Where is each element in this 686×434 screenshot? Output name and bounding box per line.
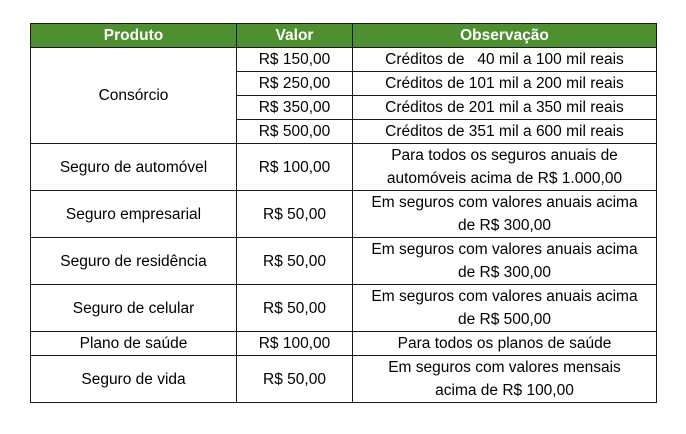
product-cell: Seguro de automóvel: [31, 144, 237, 191]
table-row: [31, 285, 657, 332]
header-product: Produto: [31, 24, 237, 48]
table-row: [31, 356, 657, 403]
table-row: [31, 332, 657, 356]
observation-cell: Para todos os planos de saúde: [353, 332, 657, 356]
value-cell: R$ 250,00: [237, 72, 353, 96]
observation-cell: Créditos de 40 mil a 100 mil reais: [353, 48, 657, 72]
product-cell: Seguro de celular: [31, 285, 237, 332]
observation-line: de R$ 300,00: [457, 264, 552, 281]
observation-cell: Créditos de 351 mil a 600 mil reais: [353, 120, 657, 144]
table-row: [31, 144, 657, 191]
value-cell: R$ 50,00: [237, 238, 353, 285]
value-cell: R$ 50,00: [237, 191, 353, 238]
observation-cell: Créditos de 201 mil a 350 mil reais: [353, 96, 657, 120]
observation-line: acima de R$ 100,00: [435, 382, 574, 399]
table-row: [31, 191, 657, 238]
table-header-row: [31, 24, 657, 48]
observation-cell: [353, 285, 657, 332]
value-cell: R$ 100,00: [237, 332, 353, 356]
value-cell: R$ 50,00: [237, 356, 353, 403]
value-cell: R$ 100,00: [237, 144, 353, 191]
observation-line: Em seguros com valores anuais acima: [371, 241, 638, 258]
observation-cell: [353, 238, 657, 285]
observation-line: Para todos os seguros anuais de: [391, 147, 618, 164]
observation-line: Em seguros com valores anuais acima: [371, 288, 638, 305]
table-row: [31, 48, 657, 72]
observation-line: de R$ 300,00: [457, 217, 552, 234]
value-cell: R$ 50,00: [237, 285, 353, 332]
product-cell: Seguro empresarial: [31, 191, 237, 238]
header-value: Valor: [237, 24, 353, 48]
value-cell: R$ 150,00: [237, 48, 353, 72]
product-cell: Plano de saúde: [31, 332, 237, 356]
table-row: [31, 238, 657, 285]
observation-line: Em seguros com valores mensais: [388, 359, 621, 376]
value-cell: R$ 500,00: [237, 120, 353, 144]
observation-line: de R$ 500,00: [457, 311, 552, 328]
observation-cell: [353, 356, 657, 403]
observation-cell: [353, 144, 657, 191]
product-cell: Seguro de residência: [31, 238, 237, 285]
product-cell: Seguro de vida: [31, 356, 237, 403]
value-cell: R$ 350,00: [237, 96, 353, 120]
observation-cell: Créditos de 101 mil a 200 mil reais: [353, 72, 657, 96]
product-cell-consorcio: Consórcio: [31, 48, 237, 144]
products-table: [30, 23, 657, 403]
observation-line: Em seguros com valores anuais acima: [371, 194, 638, 211]
observation-line: automóveis acima de R$ 1.000,00: [386, 170, 623, 187]
header-observation: Observação: [353, 24, 657, 48]
observation-cell: [353, 191, 657, 238]
